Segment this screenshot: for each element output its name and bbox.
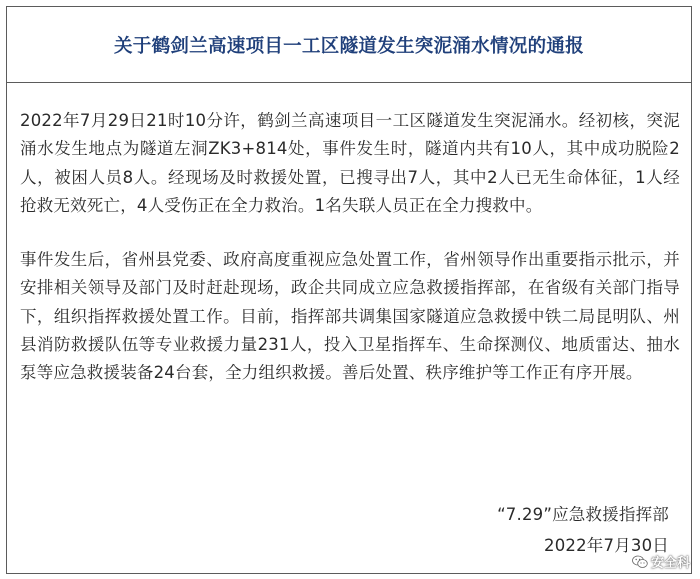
notice-frame xyxy=(6,6,692,574)
paragraph-response: 事件发生后，省州县党委、政府高度重视应急处置工作，省州领导作出重要指示批示，并安排相关领导及部门及时赶赴现场，政企共同成立应急救援指挥部，在省级有关部门指导下，组织指挥救援处置工作。目前，指挥部共调集国家隧道应急救援中铁二局昆明队、州县消防救援队伍等专业救援力量231人，投入卫星指挥车、生命探测仪、地质雷达、抽水泵等应急救援装备24台套，全力组织救援。善后处置、秩序维护等工作正有序开展。 xyxy=(20,250,680,383)
notice-title: 关于鹤剑兰高速项目一工区隧道发生突泥涌水情况的通报 xyxy=(113,35,584,57)
issuer-signature: “7.29”应急救援指挥部 xyxy=(497,505,669,524)
watermark xyxy=(632,552,690,571)
watermark-text: 安全科 xyxy=(650,556,690,571)
notice-body xyxy=(20,107,680,388)
paragraph-incident: 2022年7月29日21时10分许，鹤剑兰高速项目一工区隧道发生突泥涌水。经初核，突泥涌水发生地点为隧道左洞ZK3+814处，事件发生时，隧道内共有10人，其中成功脱险2人，被困人员8人。经现场及时救援处置，已搜寻出7人，其中2人已无生命体征，1人经抢救无效死亡，4人受伤正在全力救治。1名失联人员正在全力搜救中。 xyxy=(20,111,680,215)
wechat-icon xyxy=(632,555,648,569)
title-bar xyxy=(7,7,691,83)
issue-date: 2022年7月30日 xyxy=(544,536,669,555)
